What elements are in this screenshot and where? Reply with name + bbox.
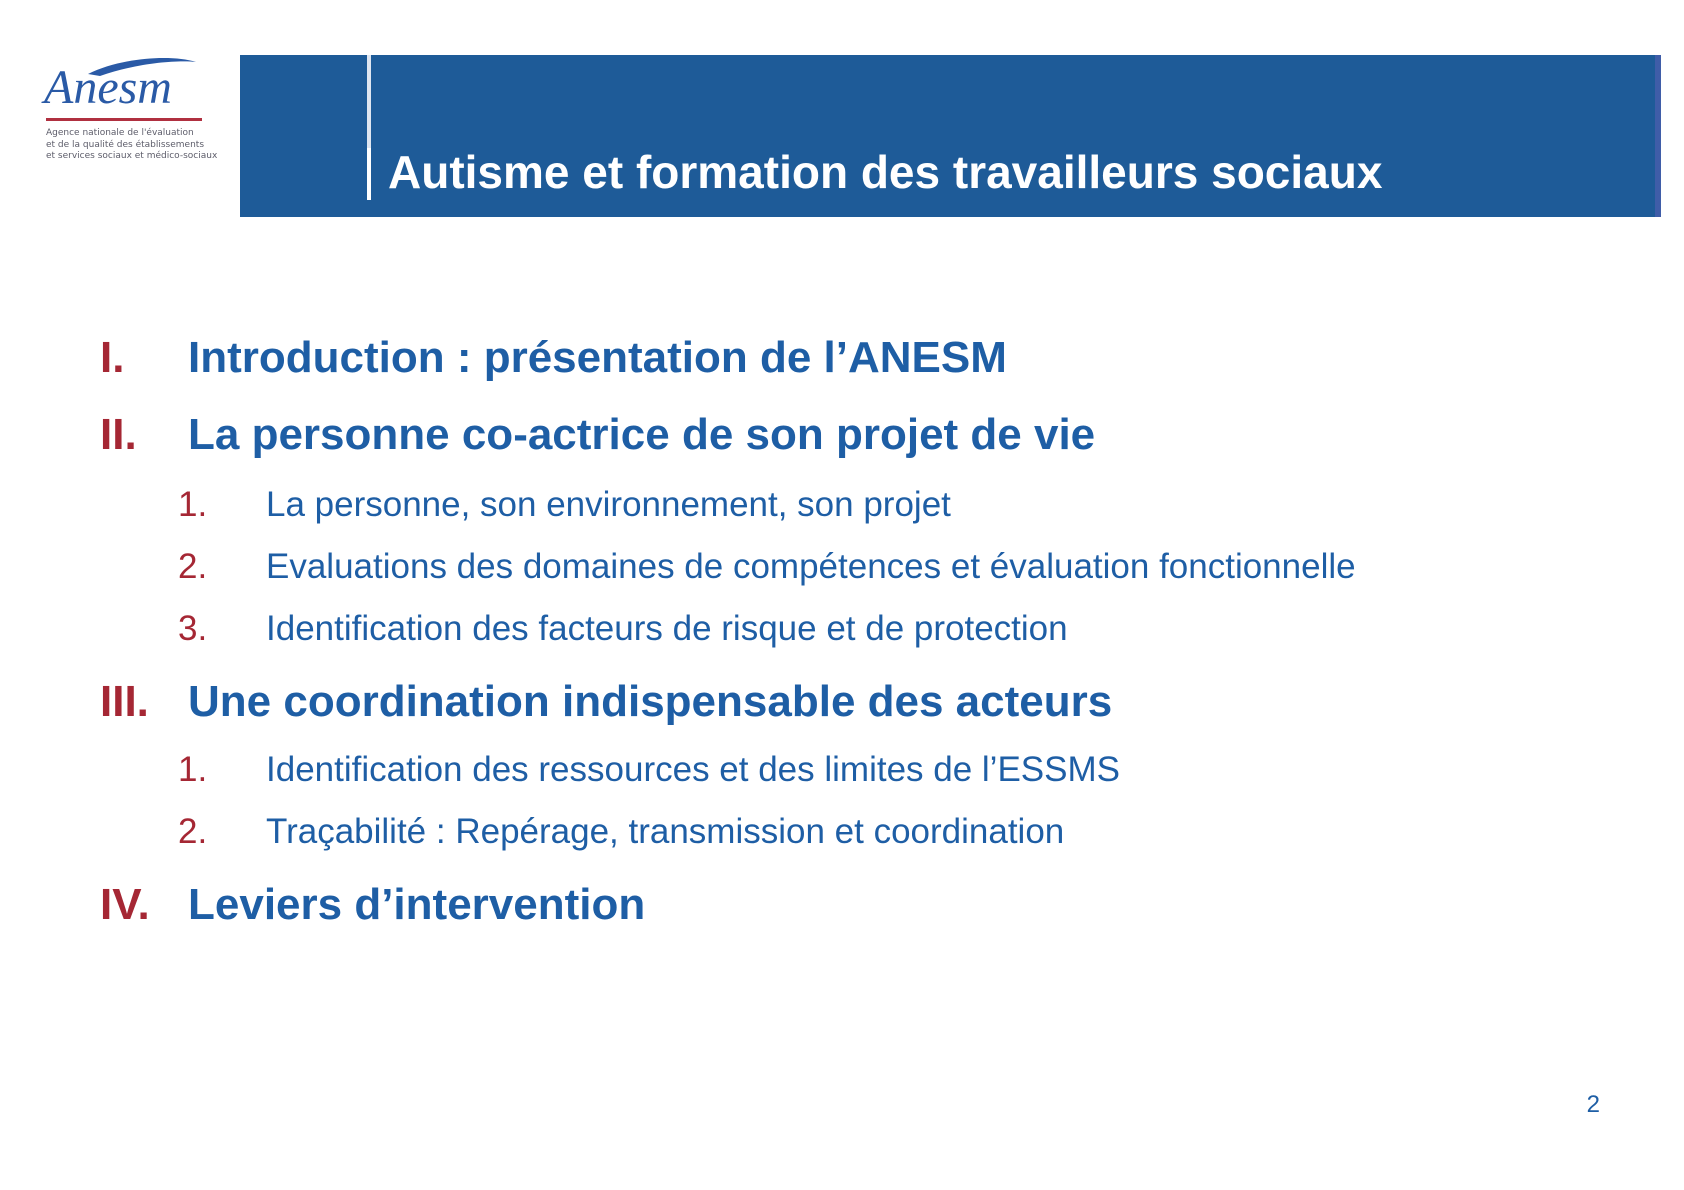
section-number: III. — [100, 677, 149, 726]
section-number: I. — [100, 333, 125, 382]
section-number: IV. — [100, 880, 150, 929]
subitem-number: 1. — [178, 750, 208, 789]
section-title: La personne co-actrice de son projet de vie — [188, 410, 1096, 459]
subitem-text: Evaluations des domaines de compétences et évaluation fonctionnelle — [266, 547, 1356, 586]
subitem-number: 2. — [178, 547, 208, 586]
section-number: II. — [100, 410, 137, 459]
subitem-text: Identification des ressources et des limites de l’ESSMS — [266, 750, 1120, 789]
page-number: 2 — [1586, 1091, 1600, 1118]
logo-rule — [46, 118, 202, 121]
subitem-number: 2. — [178, 812, 208, 851]
section-title: Une coordination indispensable des acteurs — [188, 677, 1113, 726]
subitem-text: La personne, son environnement, son projet — [266, 485, 951, 524]
anesm-logo — [40, 52, 218, 172]
logo-tagline-line: et de la qualité des établissements — [46, 139, 205, 150]
subitem-text: Identification des facteurs de risque et de protection — [266, 609, 1068, 648]
logo-tagline-line: Agence nationale de l'évaluation — [46, 128, 194, 138]
header-title-bar — [367, 148, 371, 200]
subitem-number: 3. — [178, 609, 208, 648]
slide-title: Autisme et formation des travailleurs sociaux — [388, 146, 1383, 198]
logo-tagline — [46, 128, 218, 163]
subitem-number: 1. — [178, 485, 208, 524]
section-title: Leviers d’intervention — [188, 880, 646, 929]
logo-tagline-line: et services sociaux et médico-sociaux — [46, 151, 218, 161]
logo-wordmark: Anesm — [44, 61, 172, 114]
section-title: Introduction : présentation de l’ANESM — [188, 333, 1007, 382]
subitem-text: Traçabilité : Repérage, transmission et coordination — [266, 812, 1065, 851]
